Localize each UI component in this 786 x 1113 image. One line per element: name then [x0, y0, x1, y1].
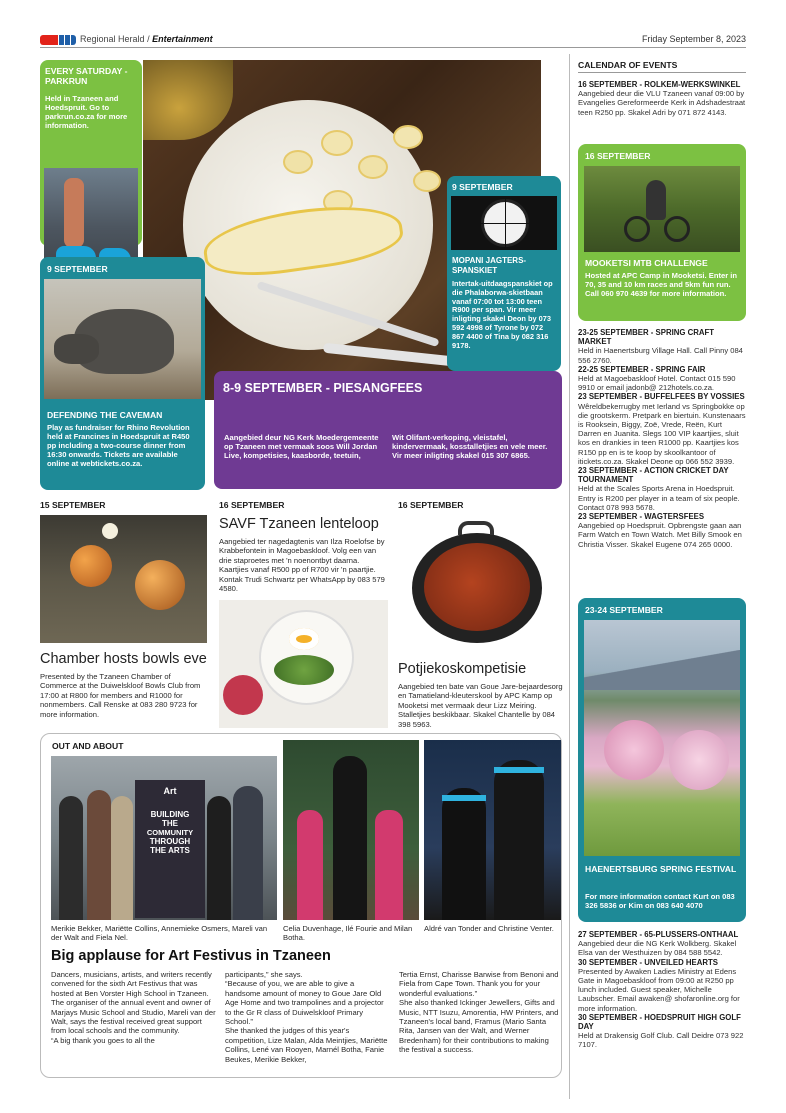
mtb-photo	[584, 166, 740, 252]
rhino-text: Play as fundraiser for Rhino Revolution held at Francines in Hoedspruit at R450 pp including a two-course dinner from 16:30 onwards. Tickets are available online at webtickets.co.za.	[47, 423, 190, 468]
parkrun-box	[40, 60, 142, 246]
banana-slice	[413, 170, 441, 192]
rhino-photo	[44, 279, 201, 399]
girls-photo	[424, 740, 561, 920]
rhino-head	[54, 334, 99, 364]
header-logo-blue-3	[71, 35, 76, 45]
mountain	[584, 650, 740, 690]
potjie-photo	[398, 515, 561, 655]
banana-slice	[283, 150, 313, 174]
rhino-date: 9 SEPTEMBER	[47, 264, 108, 274]
girl	[494, 760, 544, 920]
event-heading: 23 SEPTEMBER - ACTION CRICKET DAY TOURNAMENT	[578, 466, 729, 485]
girl	[442, 788, 486, 920]
spring-text: For more information contact Kurt on 083 326 5836 or Kim on 083 640 4070	[585, 892, 735, 911]
event-heading: 23 SEPTEMBER - WAGTERSFEES	[578, 512, 705, 522]
event-text: Held at the Scales Sports Arena in Hoedspruit. Entry is R200 per player in a team of six people. Contact 078 993 5678.	[578, 484, 740, 512]
banner-line: COMMUNITY	[146, 828, 194, 837]
event-text: Aangebied op Hoedspruit. Opbrengste gaan aan Farm Watch en Town Watch. Met Billy Smook en Christia Visser. Skakel Eugene 074 265 0000.	[578, 521, 742, 549]
parkrun-text: Held in Tzaneen and Hoedspruit. Go to parkrun.co.za for more information.	[45, 94, 128, 130]
dancer	[297, 810, 323, 920]
headband	[442, 795, 486, 801]
banner-line: THROUGH	[149, 837, 191, 846]
bowl-ball	[135, 560, 185, 610]
bike-wheel	[624, 216, 650, 242]
banner-line: THE ARTS	[150, 846, 190, 855]
runner-leg	[64, 178, 84, 248]
calendar-title: CALENDAR OF EVENTS	[578, 60, 678, 70]
spring-heading: HAENERTSBURG SPRING FESTIVAL	[585, 864, 737, 874]
event-heading: 30 SEPTEMBER - UNVEILED HEARTS	[578, 957, 718, 967]
rhino-box	[40, 257, 205, 490]
group-photo	[51, 756, 277, 920]
spring-photo	[584, 620, 740, 856]
header-rule	[40, 47, 746, 48]
article-col1: Dancers, musicians, artists, and writers recently convened for the sixth Art Festivus that was hosted at Ben Vorster High School in Tzaneen. The organiser of the annual event and owner of Marjays Music School and Studio, Mareli van der Walt, says the festival received great support from local schools and the community. “A big thank you goes to all the	[51, 970, 216, 1045]
savf-title: SAVF Tzaneen lenteloop	[219, 516, 379, 532]
bowl-ball	[70, 545, 112, 587]
headband	[494, 767, 544, 773]
page-date: Friday September 8, 2023	[641, 34, 746, 44]
rhino-heading: DEFENDING THE CAVEMAN	[47, 410, 163, 420]
person	[87, 790, 111, 920]
event-text: Held at Drakensig Golf Club. Call Deidre 073 922 7107.	[578, 1031, 744, 1050]
breakfast-photo	[219, 600, 388, 728]
banner-line: BUILDING	[150, 810, 190, 819]
jack-ball	[102, 523, 118, 539]
stew	[424, 543, 530, 631]
spring-date: 23-24 SEPTEMBER	[585, 605, 663, 615]
dancers-photo	[283, 740, 419, 920]
shooting-box	[447, 176, 561, 371]
parkrun-heading: EVERY SATURDAY - PARKRUN	[45, 66, 128, 86]
calendar-title-rule	[578, 72, 746, 73]
person	[233, 786, 263, 920]
caption-2: Celia Duvenhage, Ilé Fourie and Milan Botha.	[283, 924, 413, 943]
banner-line: Art	[163, 786, 177, 796]
header-logo-red	[40, 35, 58, 45]
shooting-heading: MOPANI JAGTERS-SPANSKIET	[452, 256, 527, 275]
egg	[289, 628, 319, 650]
outabout-headline: Big applause for Art Festivus in Tzaneen	[51, 948, 331, 964]
event-text: Aangebied deur die NG Kerk Wolkberg. Skakel Elsa van der Westhuizen by 084 588 5542.	[578, 939, 737, 958]
banner-line: THE	[162, 819, 178, 828]
mtb-heading: MOOKETSI MTB CHALLENGE	[585, 258, 708, 268]
event-text: Held at Magoebaskloof Hotel. Contact 015 590 9910 or email jadonb@ 212hotels.co.za.	[578, 374, 736, 393]
paper-name: Regional Herald	[80, 34, 145, 44]
bowls-text: Presented by the Tzaneen Chamber of Commerce at the Duiwelskloof Bowls Club from 17:00 at R800 for members and R1000 for nonmembers. Call Renske at 083 280 9723 for more information.	[40, 672, 201, 719]
bowls-photo	[40, 515, 207, 643]
banana-slice	[321, 130, 353, 156]
event-heading: 27 SEPTEMBER - 65-PLUSSERS-ONTHAAL	[578, 930, 739, 939]
mtb-box	[578, 144, 746, 321]
savf-date: 16 SEPTEMBER	[219, 500, 285, 510]
event-heading: 22-25 SEPTEMBER - SPRING FAIR	[578, 364, 706, 374]
person	[207, 796, 231, 920]
person	[59, 796, 83, 920]
event-text: Wêreldbekerrugby met Ierland vs Springbokke op die grootskerm. Pretpark en biertuin. Kunstenaars is Rooksein, Biggy, Zoë, Vrede, Reën, Kurt Darren en Juanita. Slegs 100 VIP kaartjies, sluit kos en drankies in teen R1000 pp. Kaartjies kos R150 pp en is te koop by skoolkantoor of itickets.co.za. Skakel Deone op 066 552 3939.	[578, 401, 746, 466]
shooting-text: Intertak-uitdaagspanskiet op die Phalaborwa-skietbaan vanaf 07:00 tot 13:00 teen R900 per span. Vir meer inligting skakel Deon by 073 592 4998 of Tyrone by 072 867 4400 of Tina by 082 316 9178.	[452, 279, 553, 350]
event-text: Held in Haenertsburg Village Hall. Call Pinny 084 556 2760.	[578, 346, 743, 365]
event-heading: 23 SEPTEMBER - BUFFELFEES BY VOSSIES	[578, 392, 745, 402]
header-logo-blue-2	[65, 35, 70, 45]
mtb-date: 16 SEPTEMBER	[585, 151, 651, 161]
piesang-box	[214, 371, 562, 489]
article-col2: participants,” she says. “Because of you, we are able to give a handsome amount of money to Goue Jare Old Age Home and two trampolines and a projector to the Gr R class of Duiwelskloof Primary School.” She thanked the judges of this year's competition, Lize Malan, Alda Meintjies, Mariëtte Collins, Lené van Rooyen, Marnél Botha, Fanie Beukes, Merikie Bekker,	[225, 970, 388, 1064]
art-banner	[135, 780, 205, 918]
caption-1: Merikie Bekker, Mariëtte Collins, Annemieke Osmers, Mareli van der Walt and Fiela Nel.	[51, 924, 268, 943]
event-heading: 30 SEPTEMBER - HOEDSPRUIT HIGH GOLF DAY	[578, 1012, 741, 1032]
spring-box	[578, 598, 746, 922]
header-logo-blue	[59, 35, 64, 45]
outabout-label: OUT AND ABOUT	[52, 741, 124, 751]
bowls-title: Chamber hosts bowls eve	[40, 651, 207, 667]
piesang-heading: 8-9 SEPTEMBER - PIESANGFEES	[223, 381, 423, 395]
caption-3: Aldré van Tonder and Christine Venter.	[424, 924, 554, 933]
shooting-date: 9 SEPTEMBER	[452, 182, 513, 192]
crosshair-v	[505, 199, 506, 247]
potjie-title: Potjiekoskompetisie	[398, 661, 527, 677]
person	[111, 796, 133, 920]
bowls-date: 15 SEPTEMBER	[40, 500, 106, 510]
event-heading: 16 SEPTEMBER - ROLKEM-WERKSWINKEL	[578, 80, 741, 89]
scope-photo	[451, 196, 557, 250]
section-name: Entertainment	[152, 34, 213, 44]
pot-handle	[458, 521, 494, 535]
cyclist	[646, 180, 666, 220]
savf-text: Aangebied ter nagedagtenis van Ilza Roelofse by Krabbefontein in Magoebaskloof. Volg een van drie staproetes met 'n noenontbyt daarna. Kaartjies vanaf R500 pp of R700 vir 'n paartjie. Kontak Trudi Schwartz per WhatsApp by 083 579 4580.	[219, 537, 385, 594]
page-header: Regional Herald / Entertainment Friday September 8, 2023	[40, 33, 746, 47]
dancer	[375, 810, 403, 920]
banana-slice	[358, 155, 388, 179]
event-text: Presented by Awaken Ladies Ministry at Edens Gate in Magoebaskloof from 09:00 at R250 pp lunch included. Guest speaker, Michelle Laubscher. Email awaken@ shofaronline.org for more information.	[578, 966, 740, 1013]
article-col3: Tertia Ernst, Charisse Barwise from Benoni and Fiela from Cape Town. Thank you for your wonderful evaluations.” She also thanked Ickinger Jewellers, Gifts and Music, NTT Isuzu, Amorentia, HW Printers, and Tzaneen's local band, Framus (Mario Santa Rita, Jansen van der Walt, and Werner Bredenham) for their contributions to making the festival a success.	[399, 970, 559, 1055]
knife	[323, 343, 463, 368]
banana-slice	[393, 125, 423, 149]
mtb-text: Hosted at APC Camp in Mooketsi. Enter in 70, 35 and 10 km races and 5km fun run. Call 060 970 4639 for more information.	[585, 271, 738, 299]
piesang-col2: Wit Olifant-verkoping, vleistafel, kindervermaak, kosstalletjies en vele meer. Vir meer inligting skakel 015 307 6865.	[392, 433, 548, 461]
dancer	[333, 756, 367, 920]
calendar-divider	[569, 54, 570, 1099]
blossom-tree	[604, 720, 664, 780]
event-text: Aangebied deur die VLU Tzaneen vanaf 09:00 by Evangelies Gereformeerde Kerk in Adshadestraat teen R250 pp. Skakel Adri by 071 872 4143.	[578, 89, 746, 117]
event-heading: 23-25 SEPTEMBER - SPRING CRAFT MARKET	[578, 328, 715, 347]
side-bowl	[223, 675, 263, 715]
potjie-date: 16 SEPTEMBER	[398, 500, 464, 510]
bananas-bunch	[143, 60, 233, 140]
potjie-text: Aangebied ten bate van Goue Jare-bejaardesorg en Tamatieland-kleuterskool by APC Kamp op Mooketsi met vermaak deur Lizz Meiring. Stalletjies beskikbaar. Skakel Chantelle by 084 398 5963.	[398, 682, 563, 729]
salad	[274, 655, 334, 685]
piesang-col1: Aangebied deur NG Kerk Moedergemeente op Tzaneen met vermaak soos Will Jordan Live, kompetisies, kaasborde, teetuin,	[224, 433, 379, 461]
bike-wheel	[664, 216, 690, 242]
blossom-tree	[669, 730, 729, 790]
